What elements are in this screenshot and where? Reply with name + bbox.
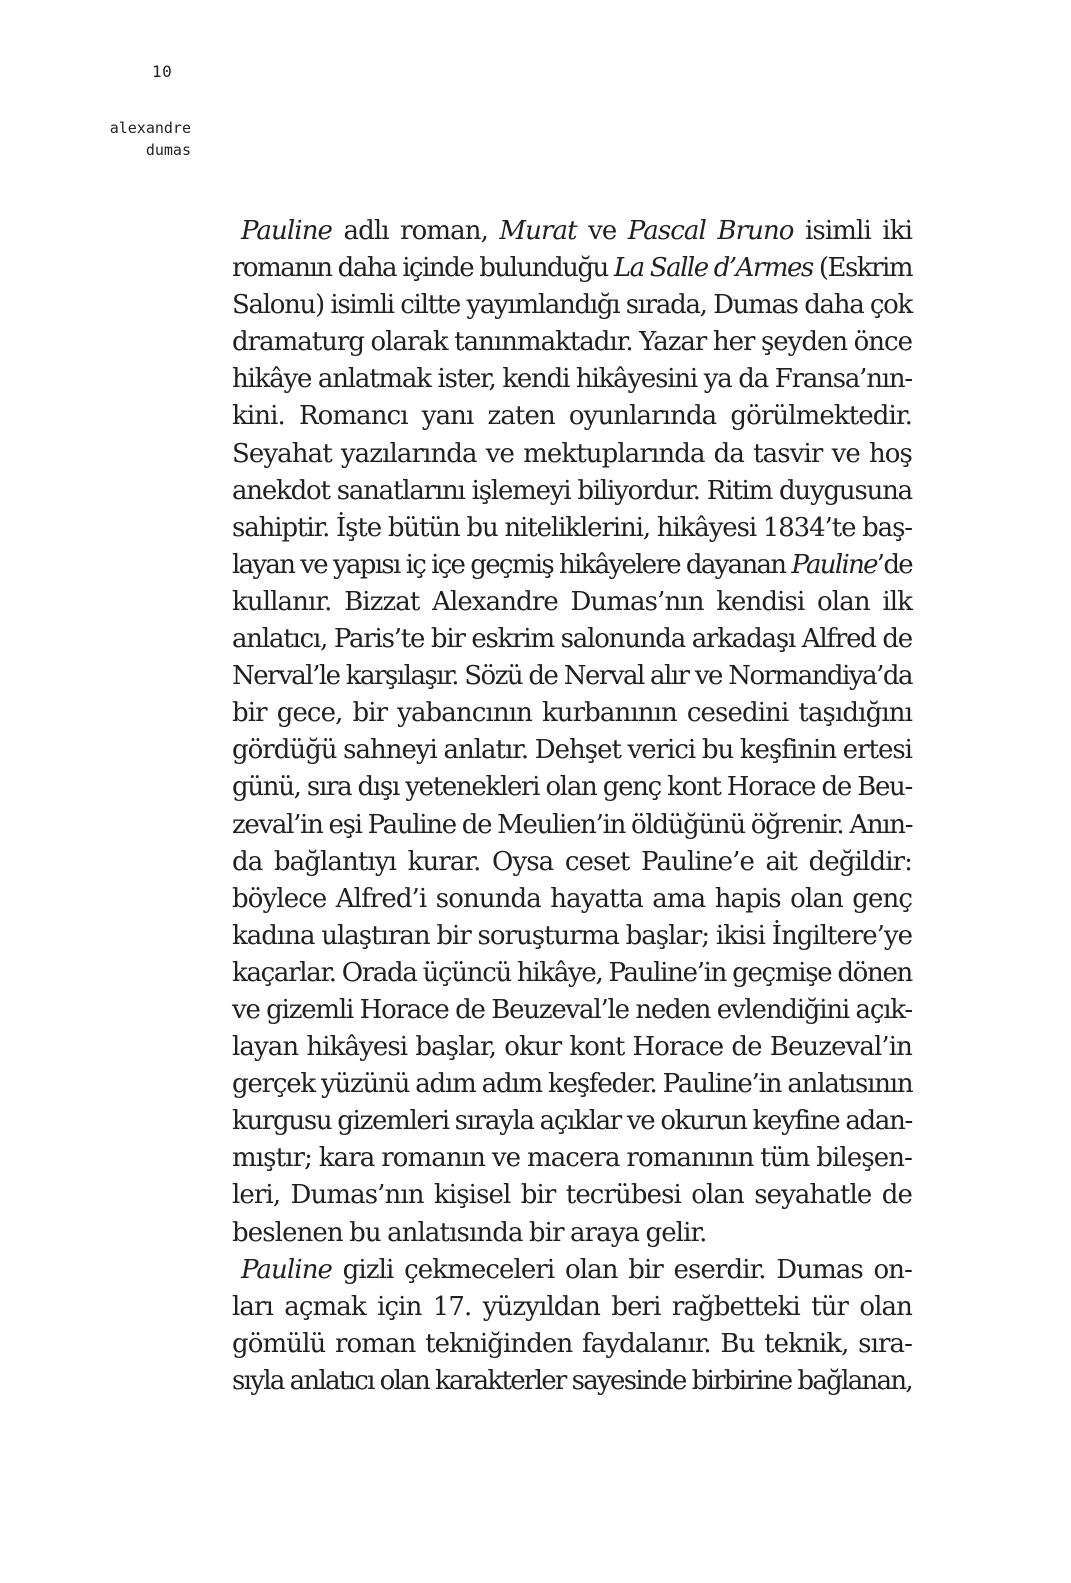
text-run: bir gece, bir yabancının kurbanının cesedini taşıdığını [232, 698, 912, 729]
text-line [232, 324, 912, 361]
text-line [232, 250, 912, 287]
text-line [232, 881, 912, 918]
text-run: gizli çekmeceleri olan bir eserdir. Dumas on- [332, 1254, 912, 1285]
italic-title-text: Pascal Bruno [627, 216, 794, 246]
text-run: beslenen bu anlatısında bir araya gelir. [232, 1217, 707, 1248]
text-line [232, 1326, 912, 1363]
paragraph [232, 1252, 912, 1400]
text-run: kaçarlar. Orada üçüncü hikâye, Pauline’in geçmişe dönen [232, 957, 912, 988]
text-line [232, 1140, 912, 1177]
text-run: isimli iki [793, 216, 912, 246]
text-line [232, 287, 912, 324]
text-run: (Eskrim [812, 253, 912, 284]
text-line [232, 621, 912, 658]
text-run: da bağlantıyı kurar. Oysa ceset Pauline’e ait değildir: [232, 846, 912, 877]
text-line [232, 844, 912, 881]
text-line [232, 213, 912, 250]
text-run: kini. Romancı yanı zaten oyunlarında görülmektedir. [232, 401, 912, 432]
text-line [232, 992, 912, 1029]
text-line [232, 658, 912, 695]
text-line [232, 510, 912, 547]
page-number: 10 [152, 62, 173, 81]
text-run: sıyla anlatıcı olan karakterler sayesinde birbirine bağlanan, [232, 1365, 912, 1396]
text-line [232, 1215, 912, 1252]
text-run: anlatıcı, Paris’te bir eskrim salonunda arkadaşı Alfred de [232, 624, 912, 655]
text-run: sahiptir. İşte bütün bu niteliklerini, hikâyesi 1834’te baş- [232, 512, 912, 543]
text-run: anekdot sanatlarını işlemeyi biliyordur. Ritim duygusuna [232, 475, 912, 506]
text-run: gördüğü sahneyi anlatır. Dehşet verici bu keşfinin ertesi [232, 735, 912, 766]
text-run: dramaturg olarak tanınmaktadır. Yazar her şeyden önce [232, 327, 912, 358]
text-run: romanın daha içinde bulunduğu [232, 253, 614, 284]
text-line [232, 1103, 912, 1140]
italic-title-text: La Salle d’Armes [613, 253, 813, 284]
body-text [232, 213, 912, 1400]
text-line [232, 1177, 912, 1214]
text-run: layan hikâyesi başlar, okur kont Horace de Beuzeval’in [232, 1032, 912, 1063]
text-run: mıştır; kara romanın ve macera romanının tüm bileşen- [232, 1143, 912, 1174]
text-run: Salonu) isimli ciltte yayımlandığı sırada, Dumas daha çok [232, 290, 912, 321]
text-line [232, 1289, 912, 1326]
text-line [232, 918, 912, 955]
italic-title-text: Pauline [791, 549, 877, 580]
text-run: ları açmak için 17. yüzyıldan beri rağbetteki tür olan [232, 1291, 912, 1322]
text-run: gerçek yüzünü adım adım keşfeder. Pauline’in anlatısının [232, 1069, 913, 1100]
paragraph [232, 213, 912, 1252]
text-run: leri, Dumas’nın kişisel bir tecrübesi olan seyahatle de [232, 1180, 912, 1211]
text-line [232, 436, 912, 473]
text-run: adlı roman, [332, 216, 500, 246]
text-line [232, 1029, 912, 1066]
text-line [232, 398, 912, 435]
text-line [232, 695, 912, 732]
text-run: ’de [876, 549, 912, 580]
text-line [232, 361, 912, 398]
text-run: zeval’in eşi Pauline de Meulien’in öldüğünü öğrenir. Anın- [232, 809, 913, 840]
text-run: kullanır. Bizzat Alexandre Dumas’nın kendisi olan ilk [232, 586, 912, 617]
text-line [232, 1066, 912, 1103]
text-line [232, 473, 912, 510]
text-line [232, 1252, 912, 1289]
text-run: gömülü roman tekniğinden faydalanır. Bu teknik, sıra- [232, 1328, 912, 1359]
text-run: günü, sıra dışı yetenekleri olan genç kont Horace de Beu- [232, 772, 912, 803]
text-line [232, 955, 912, 992]
text-run: Seyahat yazılarında ve mektuplarında da tasvir ve hoş [232, 438, 912, 469]
text-line [232, 584, 912, 621]
text-line [232, 1363, 912, 1400]
italic-title-text: Murat [499, 216, 577, 246]
running-head [110, 117, 191, 161]
text-run: ve gizemli Horace de Beuzeval’le neden evlendiğini açık- [232, 994, 912, 1025]
text-line [232, 732, 912, 769]
text-run: ve [576, 216, 628, 246]
running-head-author-last: dumas [145, 141, 191, 159]
text-run: Nerval’le karşılaşır. Sözü de Nerval alır ve Normandiya’da [232, 661, 912, 692]
text-run: hikâye anlatmak ister, kendi hikâyesini ya da Fransa’nın- [232, 364, 912, 395]
italic-title-text: Pauline [241, 1254, 333, 1285]
text-line [232, 769, 912, 806]
running-head-author-first: alexandre [109, 119, 191, 137]
text-run: böylece Alfred’i sonunda hayatta ama hapis olan genç [232, 883, 912, 914]
text-run: kadına ulaştıran bir soruşturma başlar; ikisi İngiltere’ye [232, 920, 912, 951]
text-line [232, 807, 912, 844]
italic-title-text: Pauline [241, 216, 333, 246]
text-run: kurgusu gizemleri sırayla açıklar ve okurun keyfine adan- [232, 1106, 912, 1137]
text-line [232, 547, 912, 584]
text-run: layan ve yapısı iç içe geçmiş hikâyelere dayanan [232, 549, 792, 580]
